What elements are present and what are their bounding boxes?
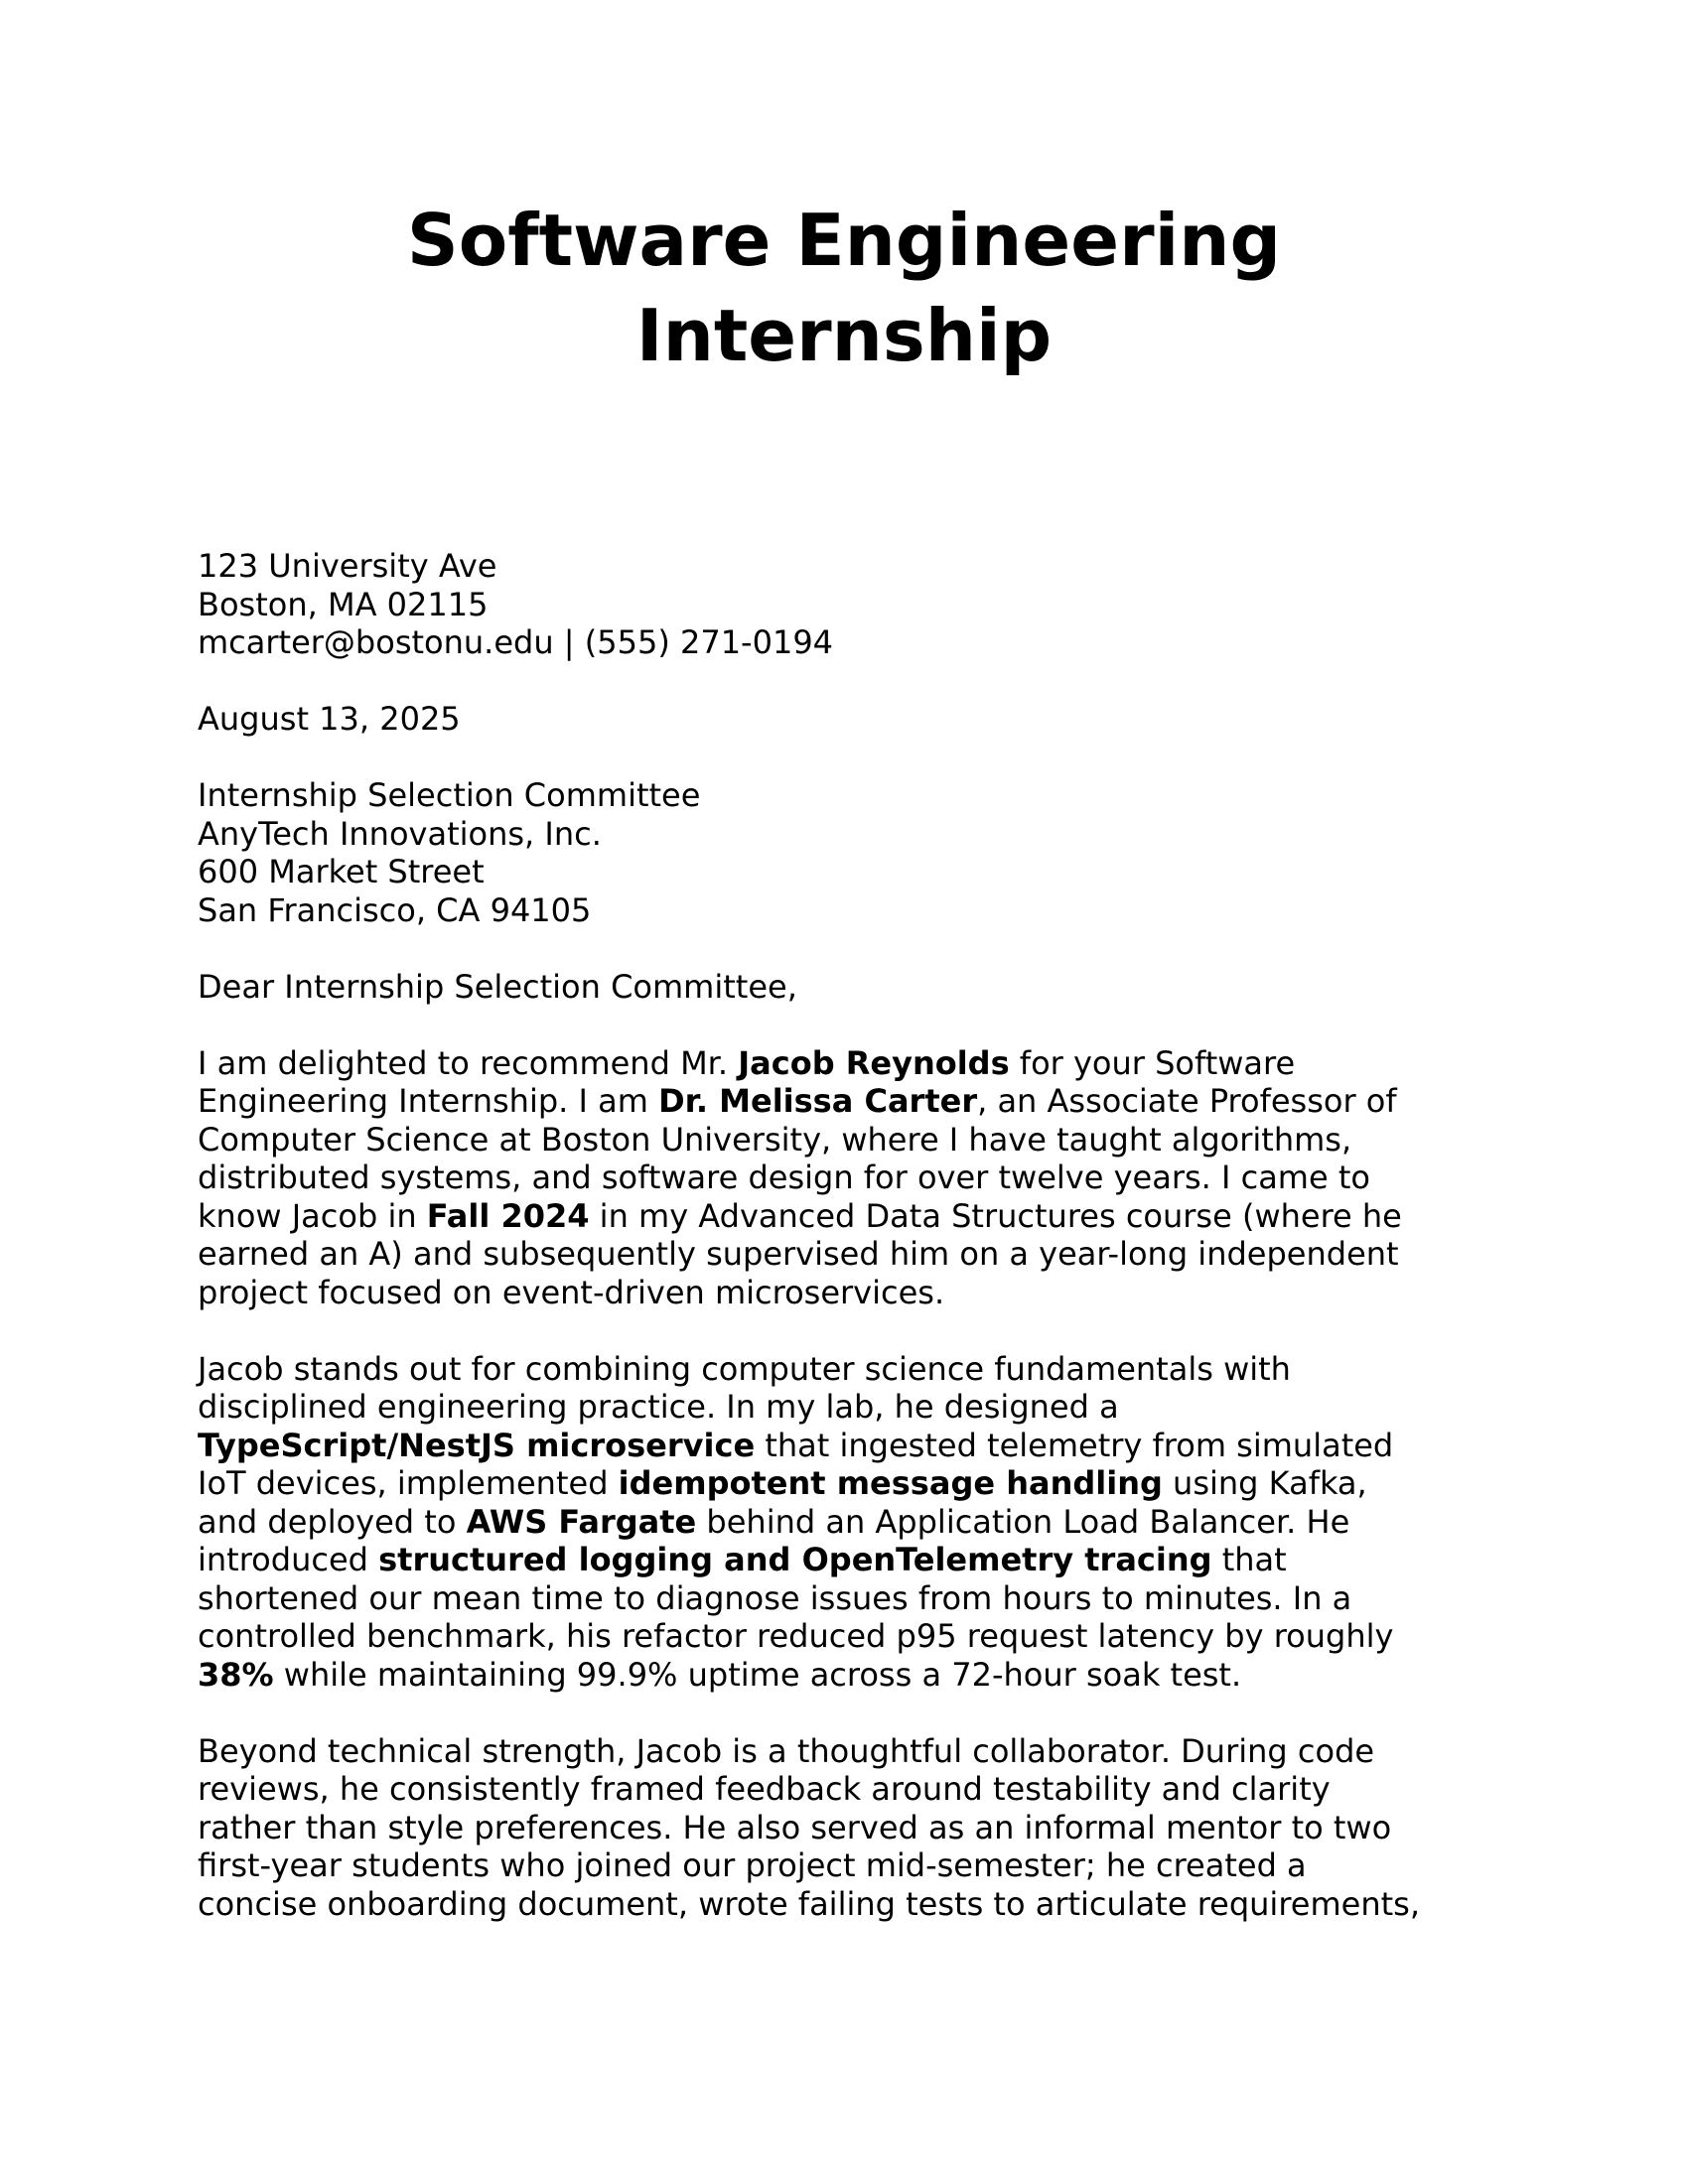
text: shortened our mean time to diagnose issues from hours to minutes. In a [198,1578,1352,1617]
text: for your Software [1009,1043,1296,1082]
paragraph-line [198,1579,1508,1618]
letter-date-block [198,700,1508,739]
text: Jacob stands out for combining computer science fundamentals with [198,1349,1291,1388]
text: in my Advanced Data Structures course (where he [589,1196,1402,1235]
sender-address [198,547,1508,662]
paragraph-line [198,1617,1508,1656]
paragraph-line [198,1846,1508,1885]
text: IoT devices, implemented [198,1464,619,1502]
paragraph [198,1044,1508,1312]
paragraph-line [198,1732,1508,1771]
salutation-block [198,968,1508,1007]
recipient-city: San Francisco, CA 94105 [198,890,592,929]
text: introduced [198,1541,379,1578]
paragraph-line [198,1159,1508,1197]
bold-text: AWS Fargate [466,1502,697,1541]
text: first-year students who joined our project mid-semester; he created a [198,1846,1307,1884]
paragraph-line [198,1388,1508,1427]
text: controlled benchmark, his refactor reduced p95 request latency by roughly [198,1617,1394,1655]
paragraph [198,1350,1508,1695]
paragraph-line [198,1770,1508,1809]
text: project focused on event-driven microservices. [198,1273,945,1311]
recipient-street: 600 Market Street [198,853,485,890]
title-line: Software Engineering [406,199,1282,282]
text: rather than style preferences. He also served as an informal mentor to two [198,1808,1392,1846]
paragraph-line [198,1082,1508,1121]
salutation: Dear Internship Selection Committee, [198,967,797,1006]
paragraph-line [198,1427,1508,1465]
bold-text: Jacob Reynolds [738,1043,1010,1082]
document-title [0,193,1688,383]
text: Computer Science at Boston University, where I have taught algorithms, [198,1120,1352,1159]
text: using Kafka, [1162,1464,1367,1502]
text: Beyond technical strength, Jacob is a thoughtful collaborator. During code [198,1731,1375,1770]
text: and deployed to [198,1502,467,1541]
text: I am delighted to recommend Mr. [198,1043,739,1082]
paragraph-line [198,1885,1508,1924]
text: while maintaining 99.9% uptime across a 72-hour soak test. [273,1655,1242,1694]
bold-text: Fall 2024 [426,1196,590,1235]
paragraph-line [198,1235,1508,1274]
letter-body [198,547,1508,1962]
paragraph-line [198,1044,1508,1083]
paragraph-line [198,1503,1508,1542]
bold-text: TypeScript/NestJS microservice [198,1426,756,1464]
sender-street: 123 University Ave [198,547,497,585]
sender-contact: mcarter@bostonu.edu | (555) 271-0194 [198,623,834,661]
text: know Jacob in [198,1196,427,1235]
recipient-address [198,776,1508,929]
bold-text: structured logging and OpenTelemetry tracing [378,1541,1212,1578]
letter-date: August 13, 2025 [198,700,461,738]
paragraph-line [198,1350,1508,1389]
text: Engineering Internship. I am [198,1082,659,1120]
text: that [1211,1541,1287,1578]
text: earned an A) and subsequently supervised him on a year-long independent [198,1235,1399,1273]
text: reviews, he consistently framed feedback around testability and clarity [198,1770,1331,1808]
sender-city: Boston, MA 02115 [198,585,489,623]
text: disciplined engineering practice. In my lab, he designed a [198,1388,1119,1426]
text: concise onboarding document, wrote failing tests to articulate requirements, [198,1884,1420,1923]
paragraph-line [198,1464,1508,1503]
text: , an Associate Professor of [977,1082,1397,1120]
text: distributed systems, and software design for over twelve years. I came to [198,1159,1370,1196]
paragraph-line [198,1809,1508,1847]
paragraph-line [198,1274,1508,1312]
bold-text: Dr. Melissa Carter [658,1082,978,1120]
bold-text: idempotent message handling [618,1464,1163,1502]
paragraph-line [198,1197,1508,1236]
bold-text: 38% [198,1655,274,1694]
recipient-name: Internship Selection Committee [198,776,701,814]
title-line: Internship [635,294,1053,377]
recipient-company: AnyTech Innovations, Inc. [198,814,602,853]
text: behind an Application Load Balancer. He [696,1502,1350,1541]
text: that ingested telemetry from simulated [755,1426,1394,1464]
paragraph-line [198,1656,1508,1695]
paragraph-line [198,1121,1508,1160]
paragraph [198,1732,1508,1924]
paragraph-line [198,1541,1508,1579]
